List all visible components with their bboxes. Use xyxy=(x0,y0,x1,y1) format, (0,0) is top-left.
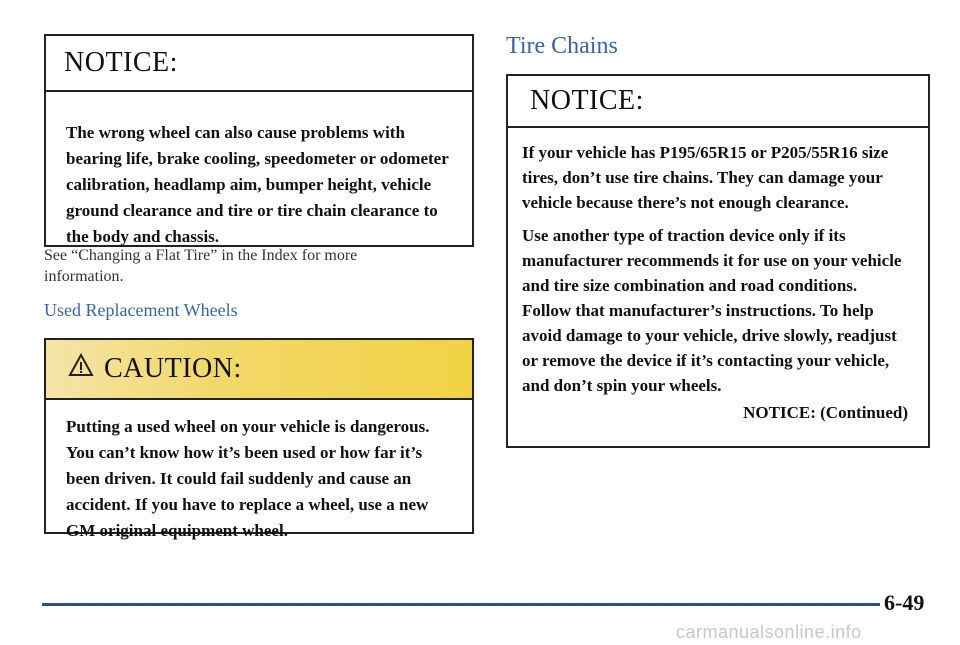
notice-continued: NOTICE: (Continued) xyxy=(743,403,908,422)
tire-chains-heading: Tire Chains xyxy=(506,33,618,59)
used-wheels-heading: Used Replacement Wheels xyxy=(44,300,238,320)
notice-text-left: The wrong wheel can also cause problems with bearing life, brake cooling, speedometer or odometer calibration, headlamp aim, bumper height, vehicle ground clearance and tire or tire chain clearance to the body and chassis. xyxy=(66,123,449,246)
notice-header-left xyxy=(46,36,472,92)
see-index-text: See “Changing a Flat Tire” in the Index for more information. xyxy=(44,247,358,285)
notice-header-right xyxy=(508,76,928,128)
notice-title-right: NOTICE: xyxy=(530,85,644,116)
warning-triangle-icon xyxy=(68,353,94,385)
caution-text: Putting a used wheel on your vehicle is dangerous. You can’t know how it’s been used or how far it’s been driven. It could fail suddenly and cause an accident. If you have to replace a wheel, use a new GM original equipment wheel. xyxy=(66,417,430,540)
notice-para-1: If your vehicle has P195/65R15 or P205/55R16 size tires, don’t use tire chains. They can damage your vehicle because there’s not enough clearance. xyxy=(522,143,889,212)
notice-box-left xyxy=(44,34,474,247)
notice-body-left xyxy=(46,92,472,250)
caution-title: CAUTION: xyxy=(104,353,242,384)
notice-box-right xyxy=(506,74,930,448)
caution-header xyxy=(46,340,472,400)
caution-body xyxy=(46,400,472,544)
page-number: 6-49 xyxy=(884,590,925,615)
footer-rule xyxy=(42,603,880,606)
notice-para-2: Use another type of traction device only if its manufacturer recommends it for use on your vehicle and tire size combination and road conditions. Follow that manufacturer’s instructions. To help avoid damage to your vehicle, drive slowly, readjust or remove the device if it’s contacting your vehicle, and don’t spin your wheels. xyxy=(522,226,902,395)
notice-body-right xyxy=(508,128,928,425)
caution-box xyxy=(44,338,474,540)
notice-title-left: NOTICE: xyxy=(64,47,178,78)
watermark: carmanualsonline.info xyxy=(676,622,862,642)
